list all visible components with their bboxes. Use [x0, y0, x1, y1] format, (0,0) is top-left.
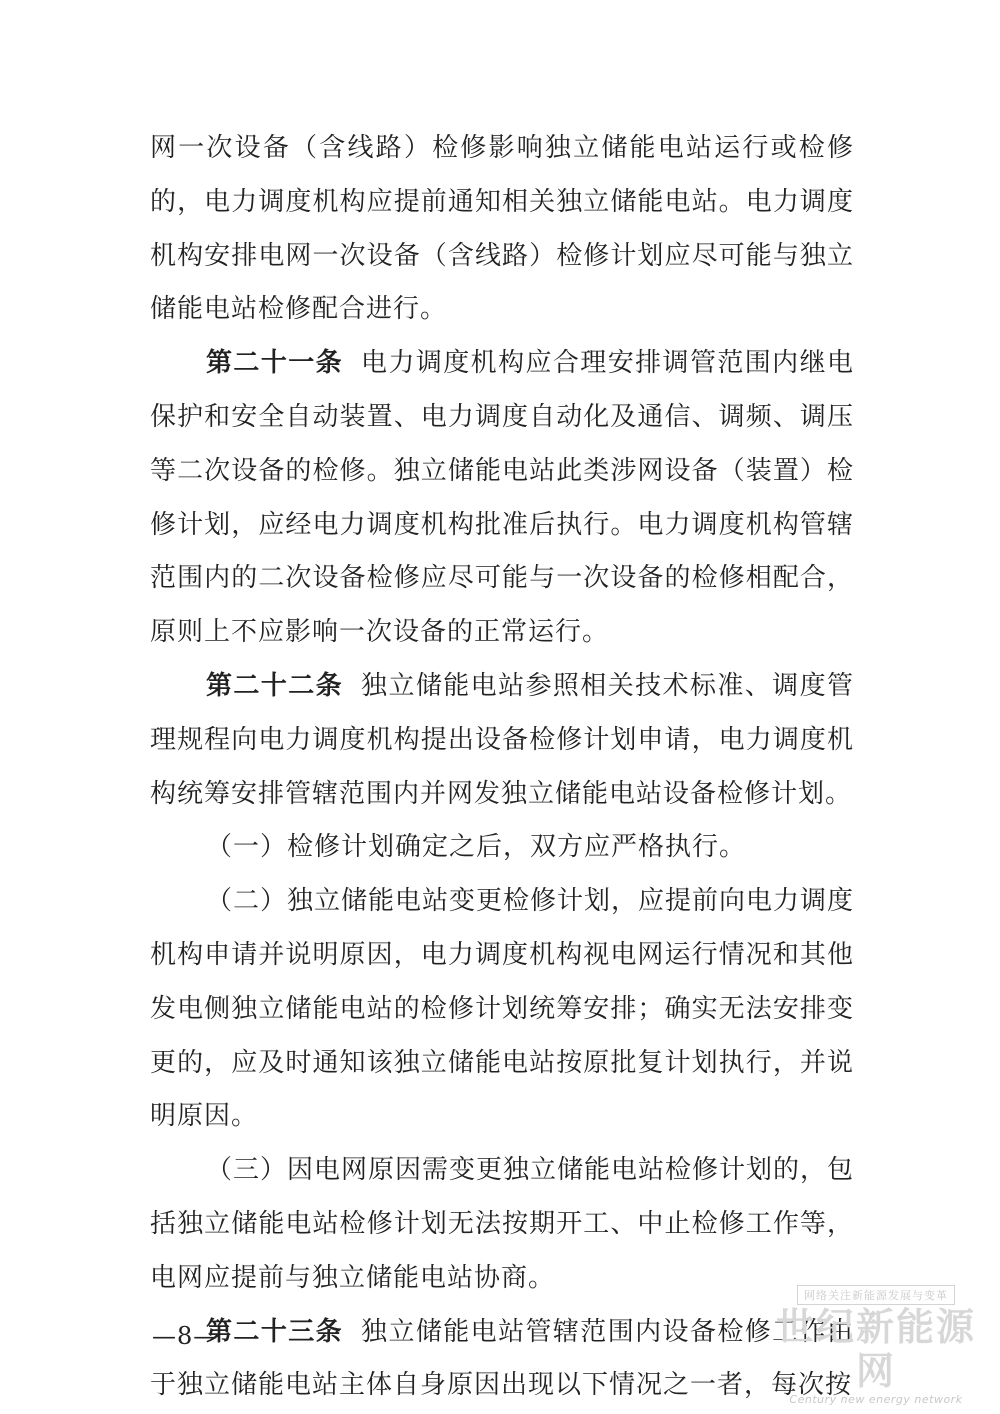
clause-1 [150, 821, 854, 875]
article-21-heading: 第二十一条 [206, 348, 344, 379]
clause-1-text: （一）检修计划确定之后，双方应严格执行。 [206, 832, 747, 863]
watermark-english-name: Century new energy network [789, 1393, 963, 1406]
clause-3-text: （三）因电网原因需变更独立储能电站检修计划的，包括独立储能电站检修计划无法按期开工、中止检修工作等，电网应提前与独立储能电站协商。 [150, 1155, 855, 1293]
article-23-heading: 第二十三条 [206, 1316, 344, 1347]
article-23 [150, 1306, 854, 1414]
clause-2-text: （二）独立储能电站变更检修计划，应提前向电力调度机构申请并说明原因，电力调度机构视电网运行情况和其他发电侧独立储能电站的检修计划统筹安排；确实无法安排变更的，应及时通知该独立储能电站按原批复计划执行，并说明原因。 [150, 886, 855, 1132]
article-22-text: 独立储能电站参照相关技术标准、调度管理规程向电力调度机构提出设备检修计划申请，电力调度机构统筹安排管辖范围内并网发独立储能电站设备检修计划。 [150, 670, 854, 809]
article-22-heading: 第二十二条 [206, 670, 344, 701]
watermark-logo-text: 世纪新能源网 [775, 1305, 976, 1393]
paragraph-1-text: 网一次设备（含线路）检修影响独立储能电站运行或检修的，电力调度机构应提前通知相关独立储能电站。电力调度机构安排电网一次设备（含线路）检修计划应尽可能与独立储能电站检修配合进行。 [150, 133, 854, 325]
article-21-text: 电力调度机构应合理安排调管范围内继电保护和安全自动装置、电力调度自动化及通信、调频、调压等二次设备的检修。独立储能电站此类涉网设备（装置）检修计划，应经电力调度机构批准后执行。电力调度机构管辖范围内的二次设备检修应尽可能与一次设备的检修相配合，原则上不应影响一次设备的正常运行。 [150, 348, 854, 648]
body-text [150, 122, 854, 1413]
watermark-tagline: 网络关注新能源发展与变革 [797, 1285, 955, 1305]
paragraph-1 [150, 122, 854, 337]
watermark [766, 1284, 986, 1406]
page-number: —8— [152, 1322, 219, 1350]
clause-3 [150, 1144, 854, 1305]
article-22 [150, 660, 854, 821]
clause-2 [150, 875, 854, 1144]
article-23-text: 独立储能电站管辖范围内设备检修工作由于独立储能电站主体自身原因出现以下情况之一者，每次按 [150, 1316, 854, 1401]
article-21 [150, 337, 854, 660]
